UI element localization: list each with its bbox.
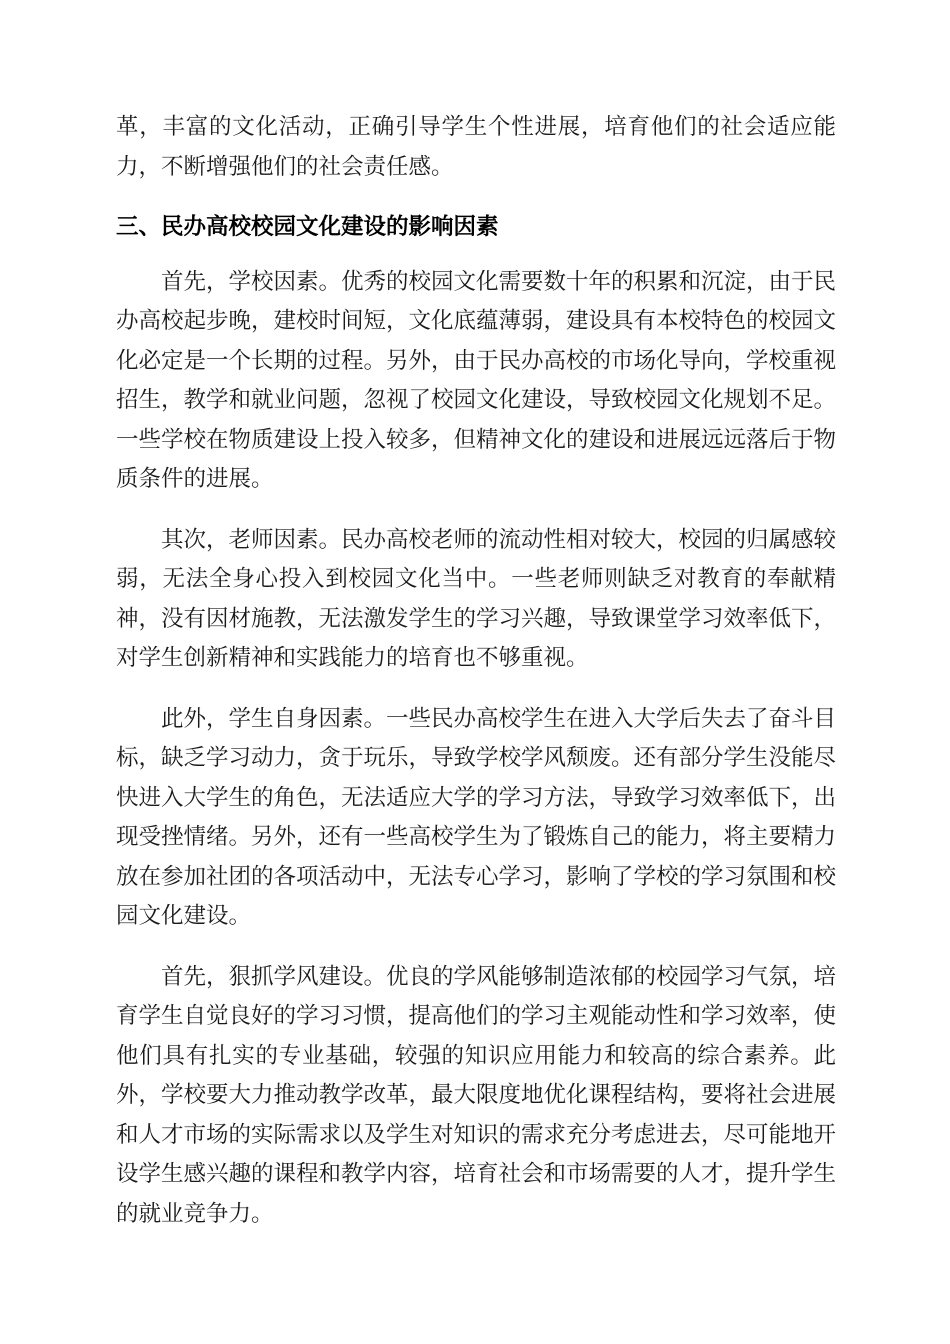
paragraph-continuation: 革，丰富的文化活动，正确引导学生个性进展，培育他们的社会适应能力，不断增强他们的社会责任感。 — [116, 114, 836, 180]
paragraph-student-factors: 此外，学生自身因素。一些民办高校学生在进入大学后失去了奋斗目标，缺乏学习动力，贪于玩乐，导致学校学风颓废。还有部分学生没能尽快进入大学生的角色，无法适应大学的学习方法，导致学习效率低下，出现受挫情绪。另外，还有一些高校学生为了锻炼自己的能力，将主要精力放在参加社团的各项活动中，无法专心学习，影响了学校的学习氛围和校园文化建设。 — [116, 705, 837, 929]
paragraph-teacher-factors: 其次，老师因素。民办高校老师的流动性相对较大，校园的归属感较弱，无法全身心投入到校园文化当中。一些老师则缺乏对教育的奉献精神，没有因材施教，无法激发学生的学习兴趣，导致课堂学习效率低下，对学生创新精神和实践能力的培育也不够重视。 — [116, 526, 837, 671]
document-page — [116, 108, 836, 1255]
paragraph-school-factors: 首先，学校因素。优秀的校园文化需要数十年的积累和沉淀，由于民办高校起步晚，建校时间短，文化底蕴薄弱，建设具有本校特色的校园文化必定是一个长期的过程。另外，由于民办高校的市场化导向，学校重视招生，教学和就业问题，忽视了校园文化建设，导致校园文化规划不足。一些学校在物质建设上投入较多，但精神文化的建设和进展远远落后于物质条件的进展。 — [116, 268, 837, 492]
paragraph-study-atmosphere: 首先，狠抓学风建设。优良的学风能够制造浓郁的校园学习气氛，培育学生自觉良好的学习习惯，提高他们的学习主观能动性和学习效率，使他们具有扎实的专业基础，较强的知识应用能力和较高的综合素养。此外，学校要大力推动教学改革，最大限度地优化课程结构，要将社会进展和人才市场的实际需求以及学生对知识的需求充分考虑进去，尽可能地开设学生感兴趣的课程和教学内容，培育社会和市场需要的人才，提升学生的就业竞争力。 — [116, 963, 837, 1227]
section-heading: 三、民办高校校园文化建设的影响因素 — [116, 214, 499, 240]
